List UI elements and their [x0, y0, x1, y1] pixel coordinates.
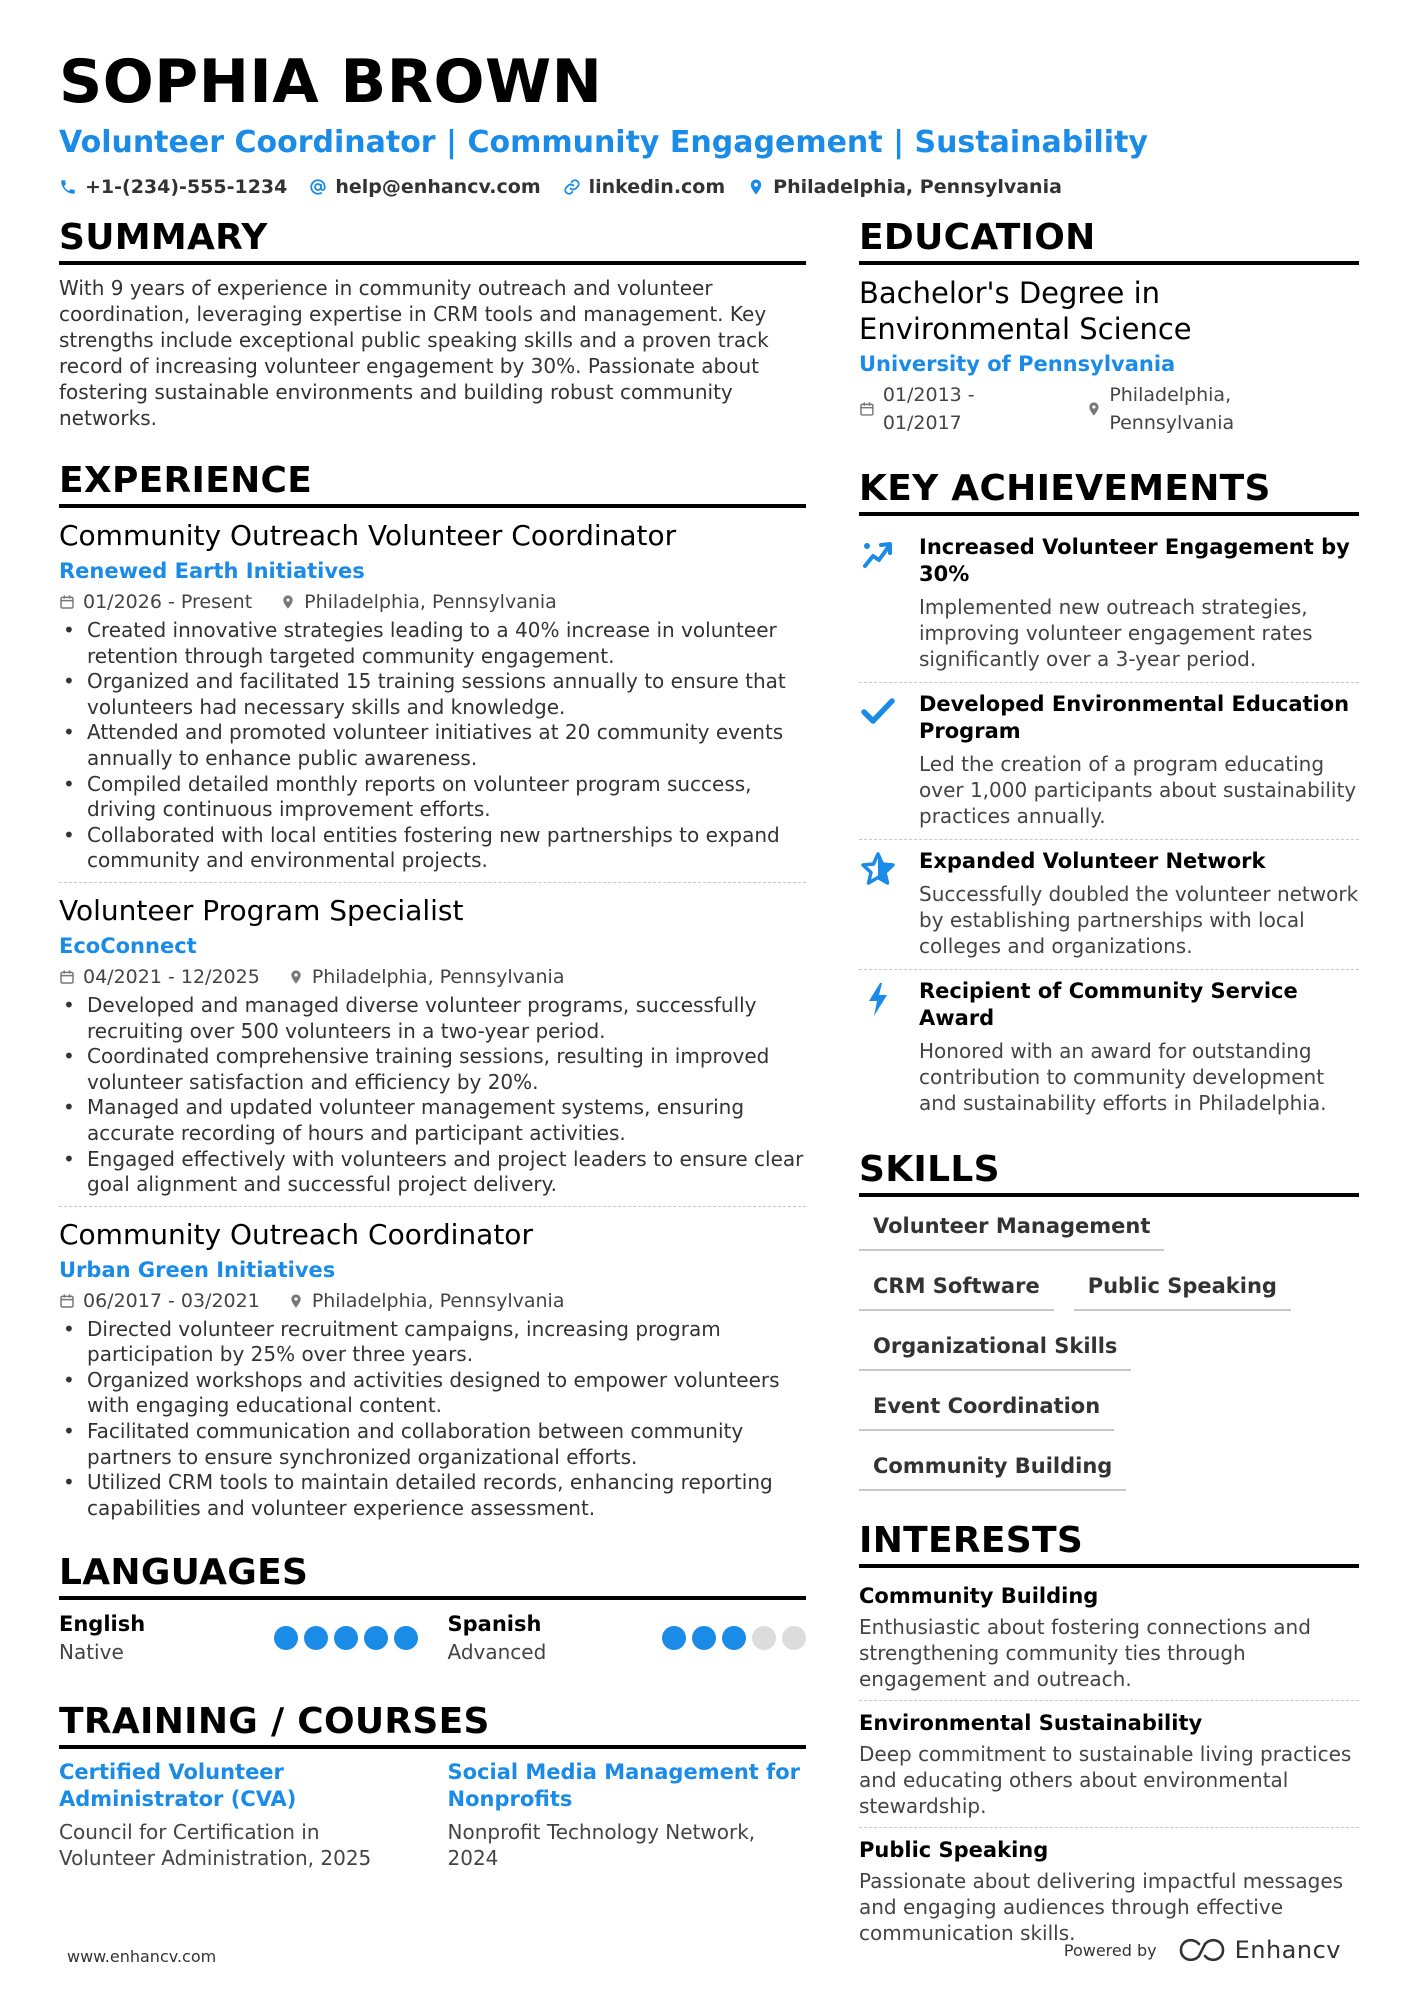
job-dates: 04/2021 - 12/2025: [83, 965, 260, 988]
proficiency-dot: [304, 1626, 328, 1650]
bullet: • Organized workshops and activities designed to empower volunteers with engaging educational content.: [59, 1368, 806, 1419]
right-column: [859, 216, 1359, 1954]
job-location: Philadelphia, Pennsylvania: [304, 591, 557, 613]
achievement-desc: Led the creation of a program educating over 1,000 participants about sustainability practices annually.: [919, 752, 1357, 828]
language-name: English: [59, 1612, 146, 1637]
achievement-item: [859, 839, 1359, 969]
course-title: Social Media Management for Nonprofits: [447, 1760, 801, 1812]
achievement-title: Expanded Volunteer Network: [919, 849, 1266, 873]
bullet: • Compiled detailed monthly reports on volunteer program success, driving continuous improvement efforts.: [59, 772, 806, 823]
proficiency-dot: [364, 1626, 388, 1650]
languages-section: [59, 1551, 806, 1666]
bullet: • Managed and updated volunteer management systems, ensuring accurate recording of hours and participant activities.: [59, 1095, 806, 1146]
summary-section: [59, 216, 806, 431]
job-company: Urban Green Initiatives: [59, 1257, 336, 1282]
achievement-item: [859, 969, 1359, 1126]
proficiency-dot: [692, 1626, 716, 1650]
contact-email[interactable]: [309, 176, 540, 198]
calendar-icon: [859, 401, 875, 417]
contact-phone[interactable]: [59, 176, 287, 198]
email-text: help@enhancv.com: [335, 176, 541, 198]
course-item: [448, 1759, 807, 1871]
calendar-icon: [59, 594, 75, 610]
left-column: [59, 216, 806, 1871]
courses-section: [59, 1700, 806, 1871]
achievement-title: Recipient of Community Service Award: [919, 979, 1298, 1030]
location-pin-icon: [288, 969, 304, 985]
candidate-name: SOPHIA BROWN: [59, 47, 603, 117]
job-title: Volunteer Program Specialist: [59, 893, 464, 927]
achievement-desc: Honored with an award for outstanding contribution to community development and sustainability efforts in Philadelphia.: [919, 1039, 1327, 1115]
calendar-icon: [59, 1293, 75, 1309]
summary-text: With 9 years of experience in community outreach and volunteer coordination, leveraging expertise in CRM tools and management. Key strengths include exceptional public speaking skills and a proven track record of increasing volunteer engagement by 30%. Passionate about fostering sustainable environments and building robust community networks.: [59, 276, 769, 430]
interest-item: [859, 1700, 1359, 1827]
language-item: [59, 1610, 418, 1666]
interest-title: Community Building: [859, 1584, 1099, 1608]
job-dates: 01/2026 - Present: [83, 591, 253, 613]
languages-heading: LANGUAGES: [59, 1551, 806, 1600]
education-dates: 01/2013 - 01/2017: [882, 384, 975, 434]
footer-brand[interactable]: [1064, 1936, 1341, 1964]
phone-text: +1-(234)-555-1234: [85, 176, 288, 198]
star-icon: [859, 850, 897, 888]
proficiency-dot: [722, 1626, 746, 1650]
checkmark-icon: [859, 693, 897, 731]
bullet: • Organized and facilitated 15 training sessions annually to ensure that volunteers had necessary skills and knowledge.: [59, 669, 806, 720]
skills-section: [859, 1148, 1359, 1491]
job-location: Philadelphia, Pennsylvania: [311, 1289, 565, 1312]
job-meta: [59, 963, 806, 991]
education-heading: EDUCATION: [859, 216, 1359, 265]
skills-heading: SKILLS: [859, 1148, 1359, 1197]
language-level: Native: [59, 1640, 124, 1665]
location-pin-icon: [280, 594, 296, 610]
interest-title: Environmental Sustainability: [859, 1711, 1203, 1735]
interest-desc: Passionate about delivering impactful messages and engaging audiences through effective communication skills.: [859, 1869, 1344, 1945]
headline: Volunteer Coordinator | Community Engagement | Sustainability: [59, 125, 1148, 160]
bullet: • Utilized CRM tools to maintain detailed records, enhancing reporting capabilities and volunteer experience assessment.: [59, 1470, 806, 1521]
location-pin-icon: [1086, 401, 1102, 417]
school: University of Pennsylvania: [859, 352, 1176, 376]
languages-grid: [59, 1610, 806, 1666]
skill-tag: Public Speaking: [1074, 1267, 1291, 1311]
achievement-desc: Successfully doubled the volunteer network by establishing partnerships with local colleges and organizations.: [919, 882, 1359, 958]
achievements-heading: KEY ACHIEVEMENTS: [859, 467, 1359, 516]
proficiency-dots: [662, 1626, 806, 1650]
achievement-desc: Implemented new outreach strategies, improving volunteer engagement rates significantly over a 3-year period.: [919, 595, 1313, 671]
bullet: • Coordinated comprehensive training sessions, resulting in improved volunteer satisfaction and efficiency by 20%.: [59, 1044, 806, 1095]
job-company: EcoConnect: [59, 933, 197, 958]
course-title: Certified Volunteer Administrator (CVA): [59, 1760, 297, 1812]
language-level: Advanced: [447, 1640, 547, 1665]
education-meta: [859, 381, 1359, 437]
location-pin-icon: [288, 1293, 304, 1309]
experience-section: [59, 459, 806, 1529]
course-org: Nonprofit Technology Network, 2024: [447, 1820, 756, 1871]
interest-desc: Enthusiastic about fostering connections and strengthening community ties through engagement and outreach.: [859, 1615, 1311, 1691]
brand-name: Enhancv: [1234, 1936, 1341, 1964]
contact-linkedin[interactable]: [563, 176, 726, 198]
proficiency-dot: [782, 1626, 806, 1650]
interest-item: [859, 1578, 1359, 1700]
skill-tag: CRM Software: [859, 1267, 1054, 1311]
skill-tag: Volunteer Management: [859, 1207, 1164, 1251]
proficiency-dot: [274, 1626, 298, 1650]
job-title: Community Outreach Volunteer Coordinator: [59, 519, 677, 552]
job-entry: [59, 1206, 806, 1530]
bullet: • Directed volunteer recruitment campaigns, increasing program participation by 25% over three years.: [59, 1317, 806, 1368]
proficiency-dot: [394, 1626, 418, 1650]
bullet: • Facilitated communication and collaboration between community partners to ensure synchronized organizational efforts.: [59, 1419, 806, 1470]
experience-heading: EXPERIENCE: [59, 459, 806, 508]
education-location: Philadelphia, Pennsylvania: [1109, 384, 1235, 434]
skills-list: [859, 1207, 1359, 1491]
job-entry: [59, 518, 806, 882]
language-name: Spanish: [447, 1612, 542, 1637]
job-entry: [59, 882, 806, 1206]
interests-section: [859, 1519, 1359, 1954]
education-section: [859, 216, 1359, 437]
job-bullets: [59, 618, 806, 874]
bullet: • Created innovative strategies leading to a 40% increase in volunteer retention through targeted community engagement.: [59, 618, 806, 669]
job-location: Philadelphia, Pennsylvania: [311, 965, 565, 988]
courses-heading: TRAINING / COURSES: [59, 1700, 806, 1749]
resume-header: [59, 42, 1359, 198]
proficiency-dot: [752, 1626, 776, 1650]
proficiency-dot: [662, 1626, 686, 1650]
job-title: Community Outreach Coordinator: [59, 1217, 533, 1251]
bullet: • Engaged effectively with volunteers and project leaders to ensure clear goal alignment and successful project delivery.: [59, 1147, 806, 1198]
proficiency-dots: [274, 1626, 418, 1650]
bullet: • Collaborated with local entities fostering new partnerships to expand community and environmental projects.: [59, 823, 806, 874]
lightning-icon: [859, 980, 897, 1018]
job-meta: [59, 1287, 806, 1315]
achievement-item: [859, 682, 1359, 839]
powered-by-label: Powered by: [1063, 1940, 1157, 1960]
footer-website[interactable]: www.enhancv.com: [67, 1947, 217, 1966]
job-dates: 06/2017 - 03/2021: [83, 1289, 260, 1312]
job-bullets: [59, 993, 806, 1198]
linkedin-text: linkedin.com: [588, 176, 726, 198]
achievement-title: Increased Volunteer Engagement by 30%: [919, 535, 1350, 586]
job-company: Renewed Earth Initiatives: [59, 559, 365, 583]
contact-row: [59, 176, 1359, 198]
interests-heading: INTERESTS: [859, 1519, 1359, 1568]
enhancv-logo-icon: [1179, 1938, 1225, 1962]
achievement-item: [859, 526, 1359, 682]
bullet: • Attended and promoted volunteer initiatives at 20 community events annually to enhance public awareness.: [59, 720, 806, 771]
growth-arrow-icon: [859, 536, 897, 574]
courses-grid: [59, 1759, 806, 1871]
interest-desc: Deep commitment to sustainable living practices and educating others about environmental stewardship.: [859, 1742, 1352, 1818]
location-pin-icon: [747, 178, 765, 196]
skill-tag: Community Building: [859, 1447, 1126, 1491]
skill-tag: Organizational Skills: [859, 1327, 1131, 1371]
interest-item: [859, 1827, 1359, 1954]
course-org: Council for Certification in Volunteer Administration, 2025: [59, 1820, 372, 1871]
language-item: [448, 1610, 807, 1666]
course-item: [59, 1759, 418, 1871]
location-text: Philadelphia, Pennsylvania: [773, 176, 1062, 198]
link-icon: [563, 178, 581, 196]
job-bullets: [59, 1317, 806, 1522]
bullet: • Developed and managed diverse volunteer programs, successfully recruiting over 500 volunteers in a two-year period.: [59, 993, 806, 1044]
job-meta: [59, 588, 806, 616]
calendar-icon: [59, 969, 75, 985]
at-sign-icon: [309, 178, 327, 196]
skill-tag: Event Coordination: [859, 1387, 1114, 1431]
achievements-section: [859, 467, 1359, 1126]
contact-location: [747, 176, 1062, 198]
summary-heading: SUMMARY: [59, 216, 806, 265]
phone-icon: [59, 178, 77, 196]
proficiency-dot: [334, 1626, 358, 1650]
degree: Bachelor's Degree in Environmental Science: [859, 276, 1192, 346]
achievement-title: Developed Environmental Education Program: [919, 692, 1350, 743]
interest-title: Public Speaking: [859, 1838, 1049, 1862]
